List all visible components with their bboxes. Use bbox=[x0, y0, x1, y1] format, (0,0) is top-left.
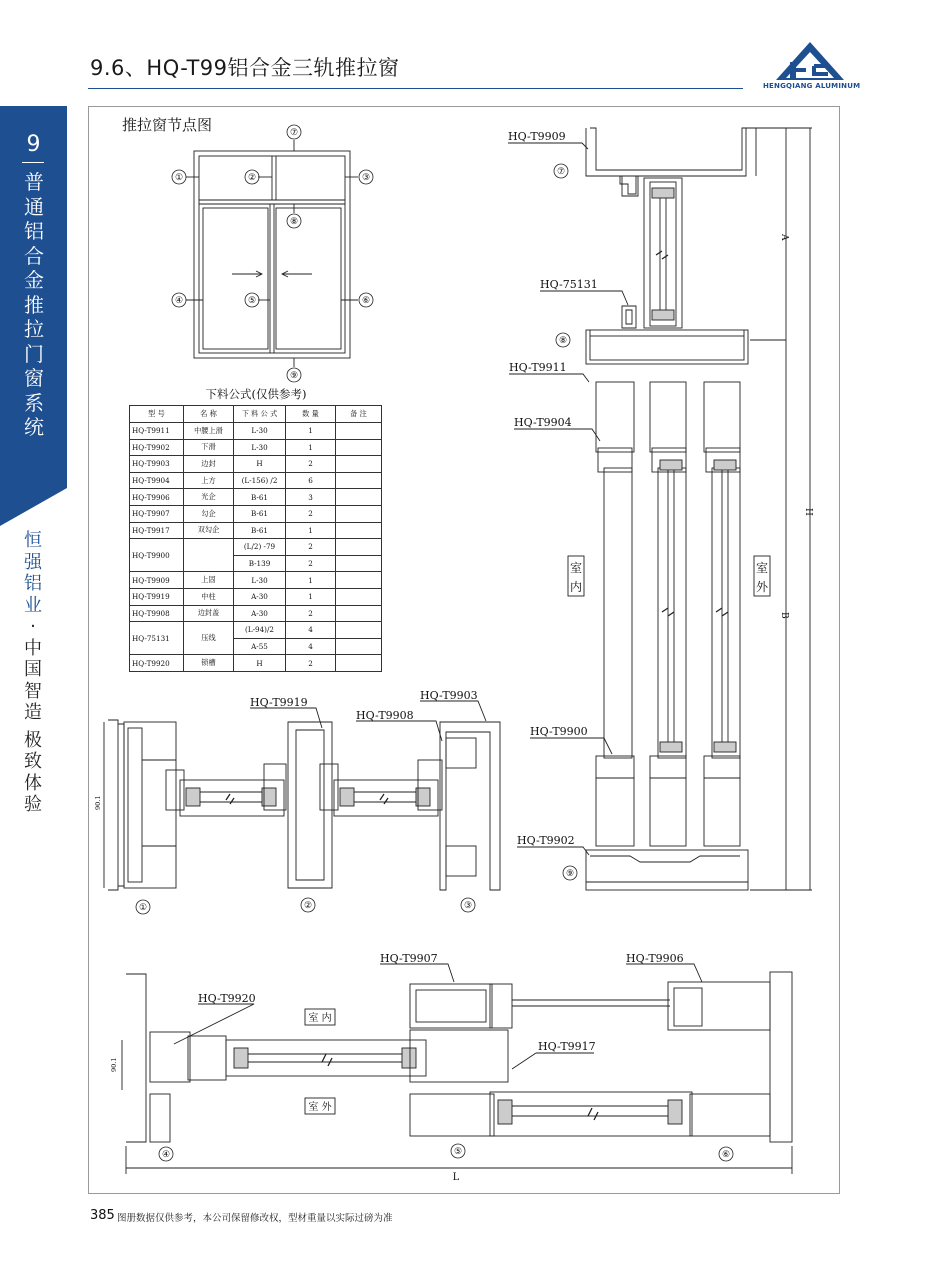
marker-8: ⑧ bbox=[289, 217, 299, 227]
marker-1: ① bbox=[174, 173, 184, 183]
header-formula: 下 料 公 式 bbox=[234, 406, 286, 423]
category-char: 通 bbox=[24, 194, 44, 219]
section-marker-9: ⑨ bbox=[565, 869, 575, 879]
label-hq-t9920: HQ-T9920 bbox=[198, 992, 256, 1005]
cell bbox=[184, 539, 234, 572]
logo-text: HENGQIANG ALUMINUM bbox=[763, 82, 861, 90]
cell: (L-156) /2 bbox=[234, 472, 286, 489]
cell bbox=[336, 655, 382, 672]
slogan-char: 造 bbox=[24, 702, 42, 723]
elevation-drawing bbox=[122, 116, 373, 401]
outdoor-label: 室 bbox=[755, 561, 769, 575]
cut-list-title: 下料公式(仅供参考) bbox=[205, 387, 307, 401]
cell: HQ-T9904 bbox=[130, 472, 184, 489]
cell: 4 bbox=[286, 638, 336, 655]
bottom-marker-5: ⑤ bbox=[453, 1147, 463, 1157]
marker-6: ⑥ bbox=[361, 296, 371, 306]
category-char: 合 bbox=[24, 243, 44, 268]
cell: L-30 bbox=[234, 572, 286, 589]
cell: 2 bbox=[286, 456, 336, 473]
elevation-title: 推拉窗节点图 bbox=[122, 116, 213, 134]
label-hq-t9906: HQ-T9906 bbox=[626, 952, 684, 965]
marker-2: ② bbox=[247, 173, 257, 183]
cell: HQ-T9902 bbox=[130, 439, 184, 456]
cell: HQ-T9909 bbox=[130, 572, 184, 589]
cell bbox=[336, 456, 382, 473]
cell: 1 bbox=[286, 588, 336, 605]
cell: L-30 bbox=[234, 439, 286, 456]
cell: 压线 bbox=[184, 622, 234, 655]
cell bbox=[336, 423, 382, 440]
cell: HQ-T9906 bbox=[130, 489, 184, 506]
table-row bbox=[130, 456, 382, 473]
cell: 1 bbox=[286, 423, 336, 440]
table-row bbox=[130, 522, 382, 539]
slogan-dot: · bbox=[30, 616, 36, 637]
bottom-marker-6: ⑥ bbox=[721, 1150, 731, 1160]
title-rule bbox=[88, 88, 743, 89]
table-row bbox=[130, 505, 382, 522]
label-hq-t9908: HQ-T9908 bbox=[356, 709, 414, 722]
slogan-char: 中 bbox=[24, 637, 42, 659]
cell: H bbox=[234, 655, 286, 672]
cell: HQ-T9907 bbox=[130, 505, 184, 522]
category-char: 拉 bbox=[24, 317, 44, 341]
category-char: 普 bbox=[24, 170, 44, 194]
slogan-char: 智 bbox=[24, 680, 42, 702]
category-char: 门 bbox=[24, 341, 44, 366]
marker-5: ⑤ bbox=[247, 296, 257, 306]
cut-list-table bbox=[129, 405, 382, 672]
slogan-char: 验 bbox=[24, 794, 42, 815]
table-row bbox=[130, 439, 382, 456]
cell: 2 bbox=[286, 555, 336, 572]
section-marker-7: ⑦ bbox=[556, 167, 566, 177]
chapter-divider bbox=[22, 162, 44, 163]
upper-horizontal-section bbox=[94, 689, 500, 914]
category-char: 金 bbox=[24, 268, 44, 292]
cell bbox=[336, 505, 382, 522]
cell: 边封盖 bbox=[184, 605, 234, 622]
table-header-row bbox=[130, 406, 382, 423]
cell bbox=[336, 555, 382, 572]
vertical-section bbox=[508, 128, 813, 890]
cell: HQ-T9908 bbox=[130, 605, 184, 622]
marker-7: ⑦ bbox=[289, 128, 299, 138]
outdoor-tag: 室 外 bbox=[308, 1102, 332, 1113]
bottom-marker-4: ④ bbox=[161, 1150, 171, 1160]
sidebar-slogan bbox=[17, 530, 49, 816]
cell: 6 bbox=[286, 472, 336, 489]
label-hq-t9919: HQ-T9919 bbox=[250, 696, 308, 709]
cell: 1 bbox=[286, 522, 336, 539]
lower-horizontal-section bbox=[110, 952, 792, 1183]
category-char: 铝 bbox=[24, 219, 44, 243]
indoor-label: 内 bbox=[569, 580, 583, 594]
cell bbox=[336, 638, 382, 655]
cell bbox=[336, 439, 382, 456]
cell: L-30 bbox=[234, 423, 286, 440]
indoor-tag: 室 内 bbox=[308, 1013, 332, 1024]
slogan-char: 恒 bbox=[24, 530, 42, 551]
cell: 2 bbox=[286, 539, 336, 556]
cell bbox=[336, 588, 382, 605]
section-marker-8: ⑧ bbox=[558, 336, 568, 346]
table-row bbox=[130, 655, 382, 672]
category-char: 系 bbox=[24, 390, 44, 415]
cell: B-61 bbox=[234, 505, 286, 522]
category-char: 统 bbox=[24, 415, 44, 439]
cell: 边封 bbox=[184, 456, 234, 473]
cell: A-30 bbox=[234, 588, 286, 605]
cell bbox=[336, 605, 382, 622]
slogan-char: 强 bbox=[24, 551, 42, 573]
slogan-char: 铝 bbox=[24, 573, 42, 594]
cell: 2 bbox=[286, 605, 336, 622]
cell: H bbox=[234, 456, 286, 473]
label-hq-t9900: HQ-T9900 bbox=[530, 725, 588, 738]
category-char: 窗 bbox=[24, 366, 44, 390]
marker-4: ④ bbox=[174, 296, 184, 306]
cell: HQ-T9903 bbox=[130, 456, 184, 473]
slogan-char: 业 bbox=[24, 594, 42, 616]
cell: HQ-T9920 bbox=[130, 655, 184, 672]
cell bbox=[336, 572, 382, 589]
page-number: 385 bbox=[90, 1208, 115, 1223]
cell: 上方 bbox=[184, 472, 234, 489]
cell: B-61 bbox=[234, 489, 286, 506]
cell: 1 bbox=[286, 572, 336, 589]
dim-l: L bbox=[452, 1172, 460, 1183]
dim-a: A bbox=[779, 234, 789, 241]
table-row bbox=[130, 622, 382, 639]
cell: 2 bbox=[286, 655, 336, 672]
cell: A-55 bbox=[234, 638, 286, 655]
cell: A-30 bbox=[234, 605, 286, 622]
cell: 2 bbox=[286, 505, 336, 522]
chapter-number: 9 bbox=[26, 132, 41, 157]
dim-90-1: 90.1 bbox=[94, 795, 102, 810]
footer-note: 图册数据仅供参考，本公司保留修改权，型材重量以实际过磅为准 bbox=[117, 1213, 393, 1224]
header-model: 型 号 bbox=[130, 406, 184, 423]
outdoor-label: 外 bbox=[755, 580, 769, 594]
cell: 勾企 bbox=[184, 505, 234, 522]
cell: HQ-T9911 bbox=[130, 423, 184, 440]
slogan-char: 国 bbox=[24, 659, 42, 680]
slogan-char: 体 bbox=[24, 772, 42, 794]
top-marker-1: ① bbox=[138, 903, 148, 913]
cell: HQ-T9900 bbox=[130, 539, 184, 572]
cell: 锁槽 bbox=[184, 655, 234, 672]
label-hq-t9904: HQ-T9904 bbox=[514, 416, 572, 429]
header-notes: 备 注 bbox=[336, 406, 382, 423]
dim-b: B bbox=[779, 612, 789, 619]
label-hq-t9902: HQ-T9902 bbox=[517, 834, 575, 847]
header-quantity: 数 量 bbox=[286, 406, 336, 423]
cell bbox=[336, 622, 382, 639]
label-hq-t9907: HQ-T9907 bbox=[380, 952, 438, 965]
table-row bbox=[130, 572, 382, 589]
cell: (L-94)/2 bbox=[234, 622, 286, 639]
top-marker-3: ③ bbox=[463, 901, 473, 911]
slogan-char: 极 bbox=[24, 729, 42, 751]
chapter-category bbox=[18, 170, 50, 440]
dim-h: H bbox=[803, 508, 813, 516]
marker-3: ③ bbox=[361, 173, 371, 183]
cell bbox=[336, 522, 382, 539]
table-row bbox=[130, 539, 382, 556]
cell bbox=[336, 539, 382, 556]
label-hq-t9917: HQ-T9917 bbox=[538, 1040, 596, 1053]
marker-9: ⑨ bbox=[289, 371, 299, 381]
dim-90-1-lower: 90.1 bbox=[110, 1057, 118, 1072]
table-row bbox=[130, 472, 382, 489]
header-name: 名 称 bbox=[184, 406, 234, 423]
cell bbox=[336, 472, 382, 489]
cell: 1 bbox=[286, 439, 336, 456]
cell: HQ-75131 bbox=[130, 622, 184, 655]
table-row bbox=[130, 588, 382, 605]
page-title: 9.6、HQ-T99铝合金三轨推拉窗 bbox=[90, 56, 400, 80]
label-hq-t9911: HQ-T9911 bbox=[509, 361, 567, 374]
indoor-label: 室 bbox=[569, 561, 583, 575]
top-marker-2: ② bbox=[303, 901, 313, 911]
cell: B-139 bbox=[234, 555, 286, 572]
cell: 中柱 bbox=[184, 588, 234, 605]
cell: 4 bbox=[286, 622, 336, 639]
category-char: 推 bbox=[24, 292, 44, 317]
cell: B-61 bbox=[234, 522, 286, 539]
cell: 上固 bbox=[184, 572, 234, 589]
table-row bbox=[130, 423, 382, 440]
label-hq-t9903: HQ-T9903 bbox=[420, 689, 478, 702]
cell: 中腰上滑 bbox=[184, 423, 234, 440]
cell: 光企 bbox=[184, 489, 234, 506]
label-hq-75131: HQ-75131 bbox=[540, 278, 598, 291]
table-row bbox=[130, 605, 382, 622]
cell: (L/2) -79 bbox=[234, 539, 286, 556]
label-hq-t9909: HQ-T9909 bbox=[508, 130, 566, 143]
cell: HQ-T9919 bbox=[130, 588, 184, 605]
cell: 下滑 bbox=[184, 439, 234, 456]
slogan-char: 致 bbox=[24, 751, 42, 772]
table-row bbox=[130, 489, 382, 506]
cell bbox=[336, 489, 382, 506]
cell: 3 bbox=[286, 489, 336, 506]
cell: 双勾企 bbox=[184, 522, 234, 539]
cell: HQ-T9917 bbox=[130, 522, 184, 539]
